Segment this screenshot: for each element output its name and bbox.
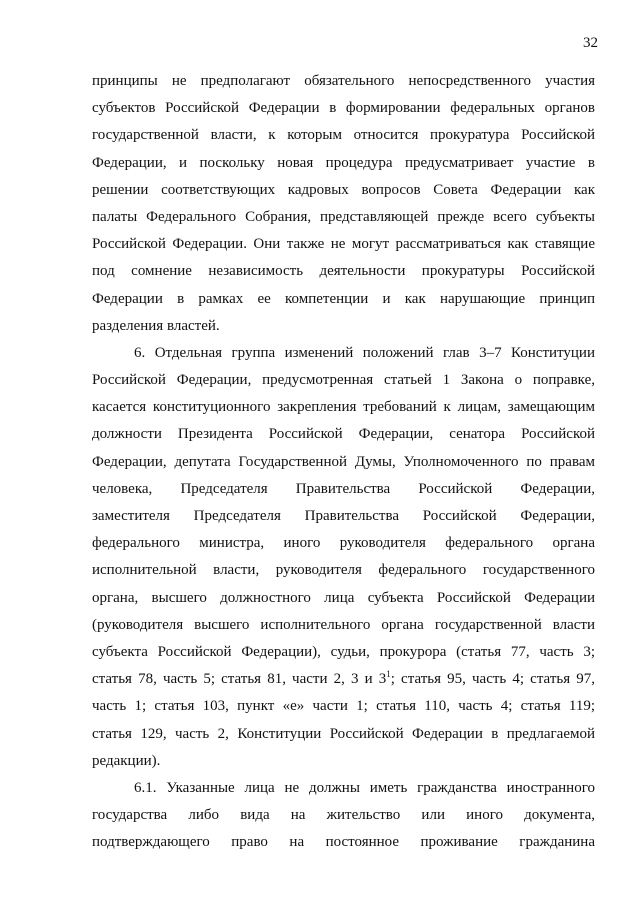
text-line: исполнительной власти, руководителя федерального государственного xyxy=(92,562,595,579)
text-line: органа, высшего должностного лица субъекта Российской Федерации xyxy=(92,589,595,606)
text-segment: ; статья 95, часть 4; статья 97, xyxy=(390,671,595,688)
text-line: Федерации, и поскольку новая процедура предусматривает участие в xyxy=(92,154,595,171)
paragraph xyxy=(92,68,595,340)
superscript: 1 xyxy=(386,669,391,680)
text-line: статья 129, часть 2, Конституции Российской Федерации в предлагаемой xyxy=(92,725,595,742)
paragraph xyxy=(92,775,595,857)
text-line: субъектов Российской Федерации в формировании федеральных органов xyxy=(92,100,595,117)
text-line: часть 1; статья 103, пункт «е» части 1; статья 110, часть 4; статья 119; xyxy=(92,698,595,715)
paragraph xyxy=(92,340,595,775)
text-line: касается конституционного закрепления требований к лицам, замещающим xyxy=(92,399,595,416)
text-line: Российской Федерации, предусмотренная статьей 1 Закона о поправке, xyxy=(92,372,595,389)
text-line xyxy=(92,666,595,693)
text-line: Российской Федерации. Они также не могут рассматриваться как ставящие xyxy=(92,236,595,253)
text-line: государства либо вида на жительство или иного документа, xyxy=(92,807,595,824)
text-line: 6.1. Указанные лица не должны иметь гражданства иностранного xyxy=(134,779,595,796)
text-line: (руководителя высшего исполнительного органа государственной власти xyxy=(92,616,595,633)
text-line: Федерации в рамках ее компетенции и как нарушающие принцип xyxy=(92,290,595,307)
text-line: субъекта Российской Федерации), судьи, прокурора (статья 77, часть 3; xyxy=(92,643,595,660)
text-line: Федерации, депутата Государственной Думы, Уполномоченного по правам xyxy=(92,453,595,470)
text-line: редакции). xyxy=(92,752,161,769)
page-number: 32 xyxy=(583,35,598,51)
text-line: подтверждающего право на постоянное проживание гражданина xyxy=(92,834,595,851)
text-segment: статья 78, часть 5; статья 81, части 2, 3 и 3 xyxy=(92,671,387,688)
text-line: разделения властей. xyxy=(92,317,220,334)
text-line: заместителя Председателя Правительства Российской Федерации, xyxy=(92,508,595,524)
text-line: федерального министра, иного руководителя федерального органа xyxy=(92,535,595,552)
text-line: государственной власти, к которым относится прокуратура Российской xyxy=(92,127,595,144)
text-line: под сомнение независимость деятельности прокуратуры Российской xyxy=(92,263,595,280)
text-line: палаты Федерального Собрания, представляющей прежде всего субъекты xyxy=(92,208,595,225)
text-line: решении соответствующих кадровых вопросов Совета Федерации как xyxy=(92,181,595,198)
text-line: должности Президента Российской Федерации, сенатора Российской xyxy=(92,426,595,443)
text-line: человека, Председателя Правительства Российской Федерации, xyxy=(92,480,595,497)
document-body xyxy=(92,68,595,856)
text-line: 6. Отдельная группа изменений положений глав 3–7 Конституции xyxy=(134,344,595,361)
text-line: принципы не предполагают обязательного непосредственного участия xyxy=(92,73,595,89)
